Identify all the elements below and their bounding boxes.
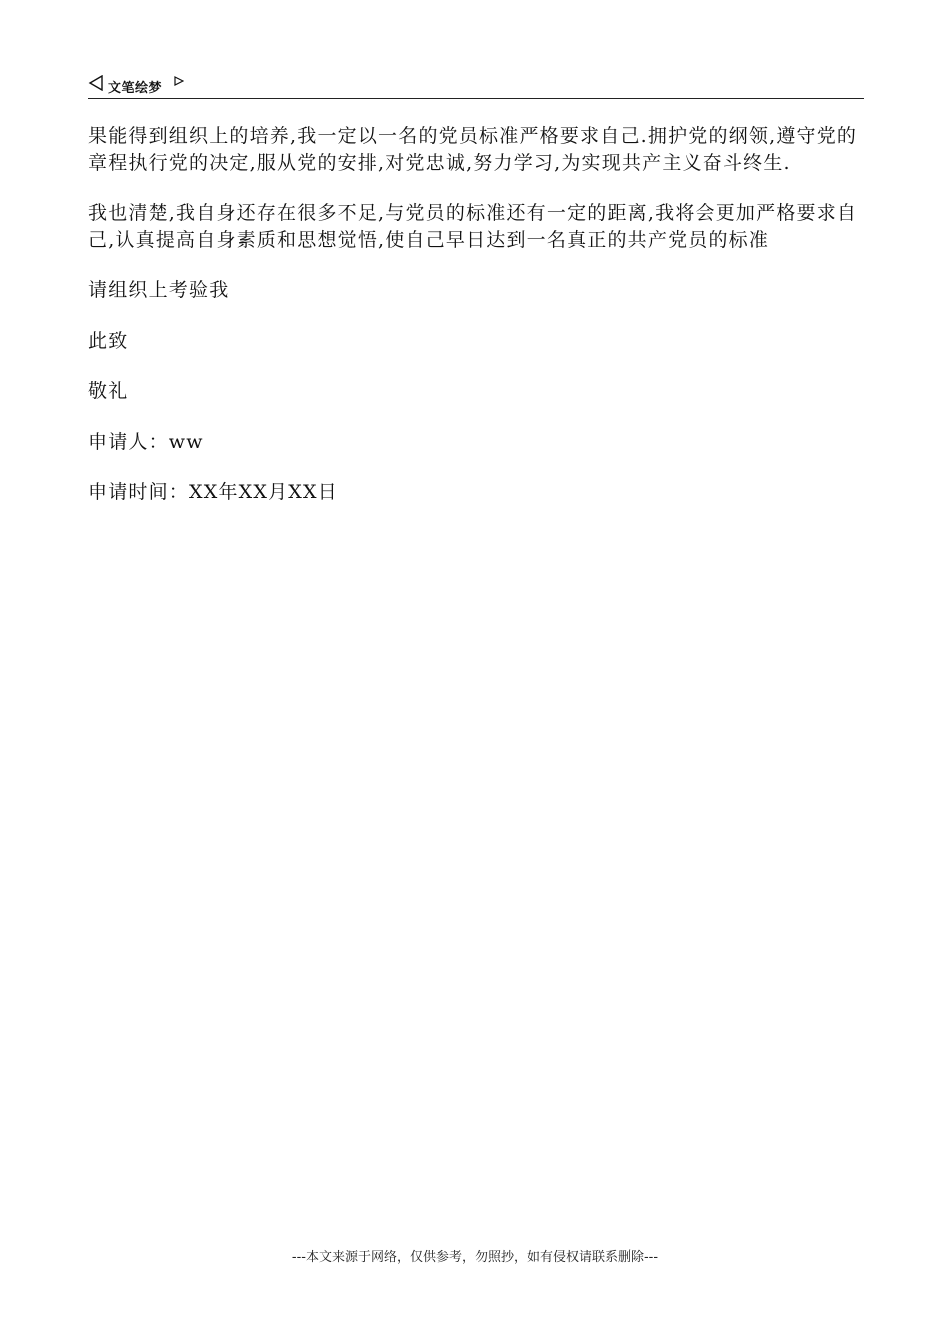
triangle-right-icon [174, 76, 184, 86]
page-footer-notice: ---本文来源于网络，仅供参考，勿照抄，如有侵权请联系删除--- [291, 1250, 659, 1265]
applicant-name: 申请人：ww [88, 430, 204, 453]
page-header [88, 72, 864, 99]
closing-regards: 敬礼 [88, 380, 129, 402]
application-date: 申请时间：XX年XX月XX日 [88, 481, 338, 503]
document-body [88, 123, 866, 530]
triangle-left-icon [88, 75, 104, 91]
paragraph-request: 请组织上考验我 [88, 279, 230, 301]
paragraph-pledge: 果能得到组织上的培养,我一定以一名的党员标准严格要求自己.拥护党的纲领,遵守党的章程执行党的决定,服从党的安排,对党忠诚,努力学习,为实现共产主义奋斗终生. [88, 125, 858, 174]
closing-salutation: 此致 [88, 329, 129, 352]
header-brand: 文笔绘梦 [108, 81, 163, 96]
paragraph-shortcomings: 我也清楚,我自身还存在很多不足,与党员的标准还有一定的距离,我将会更加严格要求自己,认真提高自身素质和思想觉悟,使自己早日达到一名真正的共产党员的标准 [88, 202, 858, 251]
